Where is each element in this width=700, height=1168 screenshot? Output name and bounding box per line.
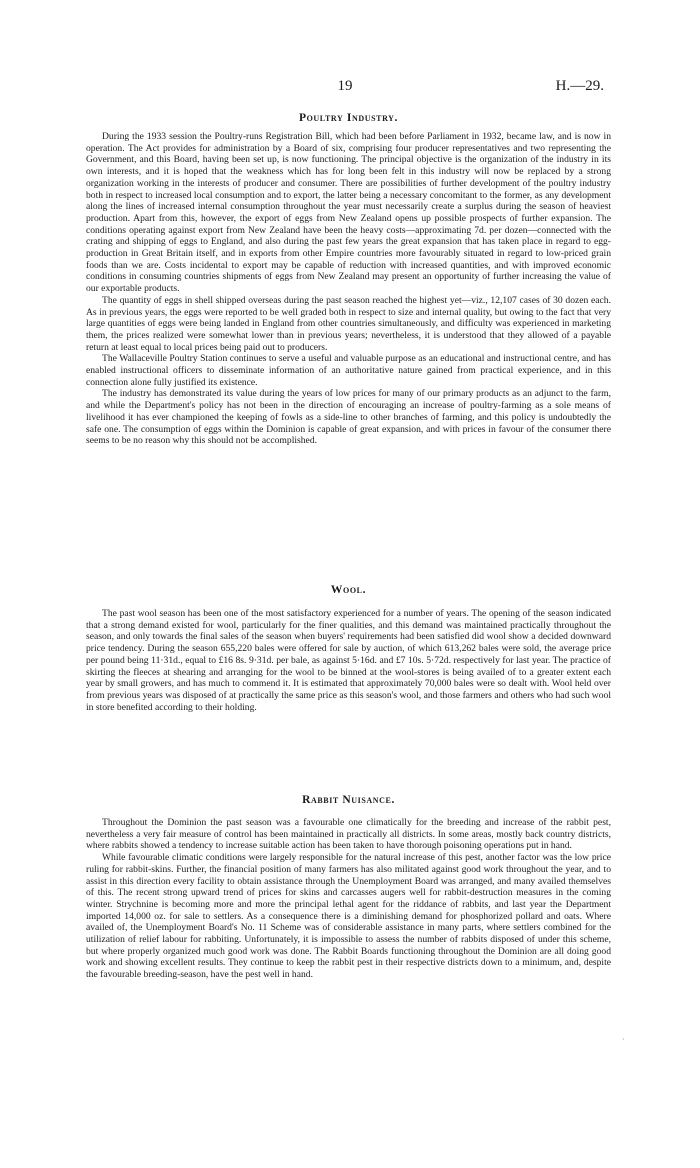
section-title: Rabbit Nuisance. xyxy=(302,794,395,806)
paragraph: The past wool season has been one of the most satisfactory experienced for a number of years. The opening of the season indicated that a strong demand existed for wool, particularly for the finer qualities, and this demand was maintained practically throughout the season, and only towards the final sales of the season when buyers' requirements had been satisfied did wool show a decided downward price tendency. During the season 655,220 bales were offered for sale by auction, of which 613,262 bales were sold, the average price per pound being 11·31d., equal to £16 8s. 9·31d. per bale, as against 5·16d. and £7 10s. 5·72d. respectively for last year. The practice of skirting the fleeces at shearing and arranging for the wool to be binned at the wool-stores is being availed of to a greater extent each year by small growers, and has much to commend it. It is estimated that approximately 70,000 bales were so dealt with. Wool held over from previous years was disposed of at practically the same price as this season's wool, and those farmers and others who had such wool in store benefited according to their holding. xyxy=(86,608,611,713)
section-title: Wool. xyxy=(330,584,367,596)
paragraph: While favourable climatic conditions were largely responsible for the natural increase of this pest, another factor was the low price ruling for rabbit-skins. Further, the financial position of many farmers has also militated against good work throughout the year, and to assist in this direction every facility to obtain assistance through the Unemployment Board was arranged, and many availed themselves of this. The recent strong upward trend of prices for skins and carcasses augers well for rabbit-destruction measures in the coming winter. Strychnine is becoming more and more the principal lethal agent for the riddance of rabbits, and last year the Department imported 14,000 oz. for sale to settlers. As a consequence there is a diminishing demand for phosphorized pollard and oats. Where availed of, the Unemployment Board's No. 11 Scheme was of considerable assistance in many parts, where settlers combined for the utilization of relief labour for rabbiting. Unfortunately, it is impossible to assess the number of rabbits disposed of under this scheme, but where properly organized much good work was done. The Rabbit Boards functioning throughout the Dominion are all doing good work and showing excellent results. They continue to keep the rabbit pest in their respective districts down to a minimum, and, despite the favourable breeding-season, have the pest well in hand. xyxy=(86,852,611,981)
scan-speck: · xyxy=(622,1035,625,1044)
paragraph: The industry has demonstrated its value during the years of low prices for many of our primary products as an adjunct to the farm, and while the Department's policy has not been in the direction of encouraging an increase of poultry-farming as a sole means of livelihood it has ever championed the keeping of fowls as a side-line to other branches of farming, and this policy is undoubtedly the safe one. The consumption of eggs within the Dominion is capable of great expansion, and with prices in favour of the consumer there seems to be no reason why this should not be accomplished. xyxy=(86,388,611,447)
page-number: 19 xyxy=(337,78,353,94)
paragraph: During the 1933 session the Poultry-runs Registration Bill, which had been before Parliament in 1932, became law, and is now in operation. The Act provides for administration by a Board of six, comprising four producer representatives and two representing the Government, and this Board, having been set up, is now functioning. The principal objective is the organization of the industry in its own interests, and it is hoped that the weakness which has for long been felt in this industry will now be replaced by a strong organization working in the interests of producer and consumer. There are possibilities of further development of the poultry industry both in respect to increased local consumption and to export, the latter being a necessary concomitant to the former, as any development along the lines of increased internal consumption throughout the year must necessarily create a surplus during the season of heaviest production. Apart from this, however, the export of eggs from New Zealand opens up possible prospects of further expansion. The conditions operating against export from New Zealand have been the heavy costs—approximating 7d. per dozen—connected with the crating and shipping of eggs to England, and also during the past few years the great expansion that has taken place in regard to egg-production in Great Britain itself, and in exports from other Empire countries more favourably situated in regard to low-priced grain foods than we are. Costs incidental to export may be capable of reduction with increased quantities, and with improved economic conditions in consuming countries shipments of eggs from New Zealand may present an opportunity of further increasing the value of our exportable products. xyxy=(86,131,611,295)
section-rabbit-nuisance xyxy=(86,794,611,981)
paragraph: The Wallaceville Poultry Station continues to serve a useful and valuable purpose as an educational and instructional centre, and has enabled instructional officers to disseminate information of an authoritative nature gained from practical experience, and in this connection alone fully justified its existence. xyxy=(86,353,611,388)
section-title: Poultry Industry. xyxy=(298,112,399,124)
section-wool xyxy=(86,584,611,713)
section-poultry-industry xyxy=(86,112,611,447)
paragraph: Throughout the Dominion the past season was a favourable one climatically for the breeding and increase of the rabbit pest, nevertheless a very fair measure of control has been maintained in practically all districts. In some areas, mostly back country districts, where rabbits showed a tendency to increase suitable action has been taken to have thorough poisoning operations put in hand. xyxy=(86,817,611,852)
paragraph: The quantity of eggs in shell shipped overseas during the past season reached the highest yet—viz., 12,107 cases of 30 dozen each. As in previous years, the eggs were reported to be well graded both in respect to size and internal quality, but owing to the fact that very large quantities of eggs were being landed in England from other countries simultaneously, and difficulty was experienced in marketing them, the prices realized were somewhat lower than in previous years; nevertheless, it is understood that they allowed of a payable return at least equal to local prices being paid out to producers. xyxy=(86,294,611,353)
document-reference: H.—29. xyxy=(555,78,604,94)
